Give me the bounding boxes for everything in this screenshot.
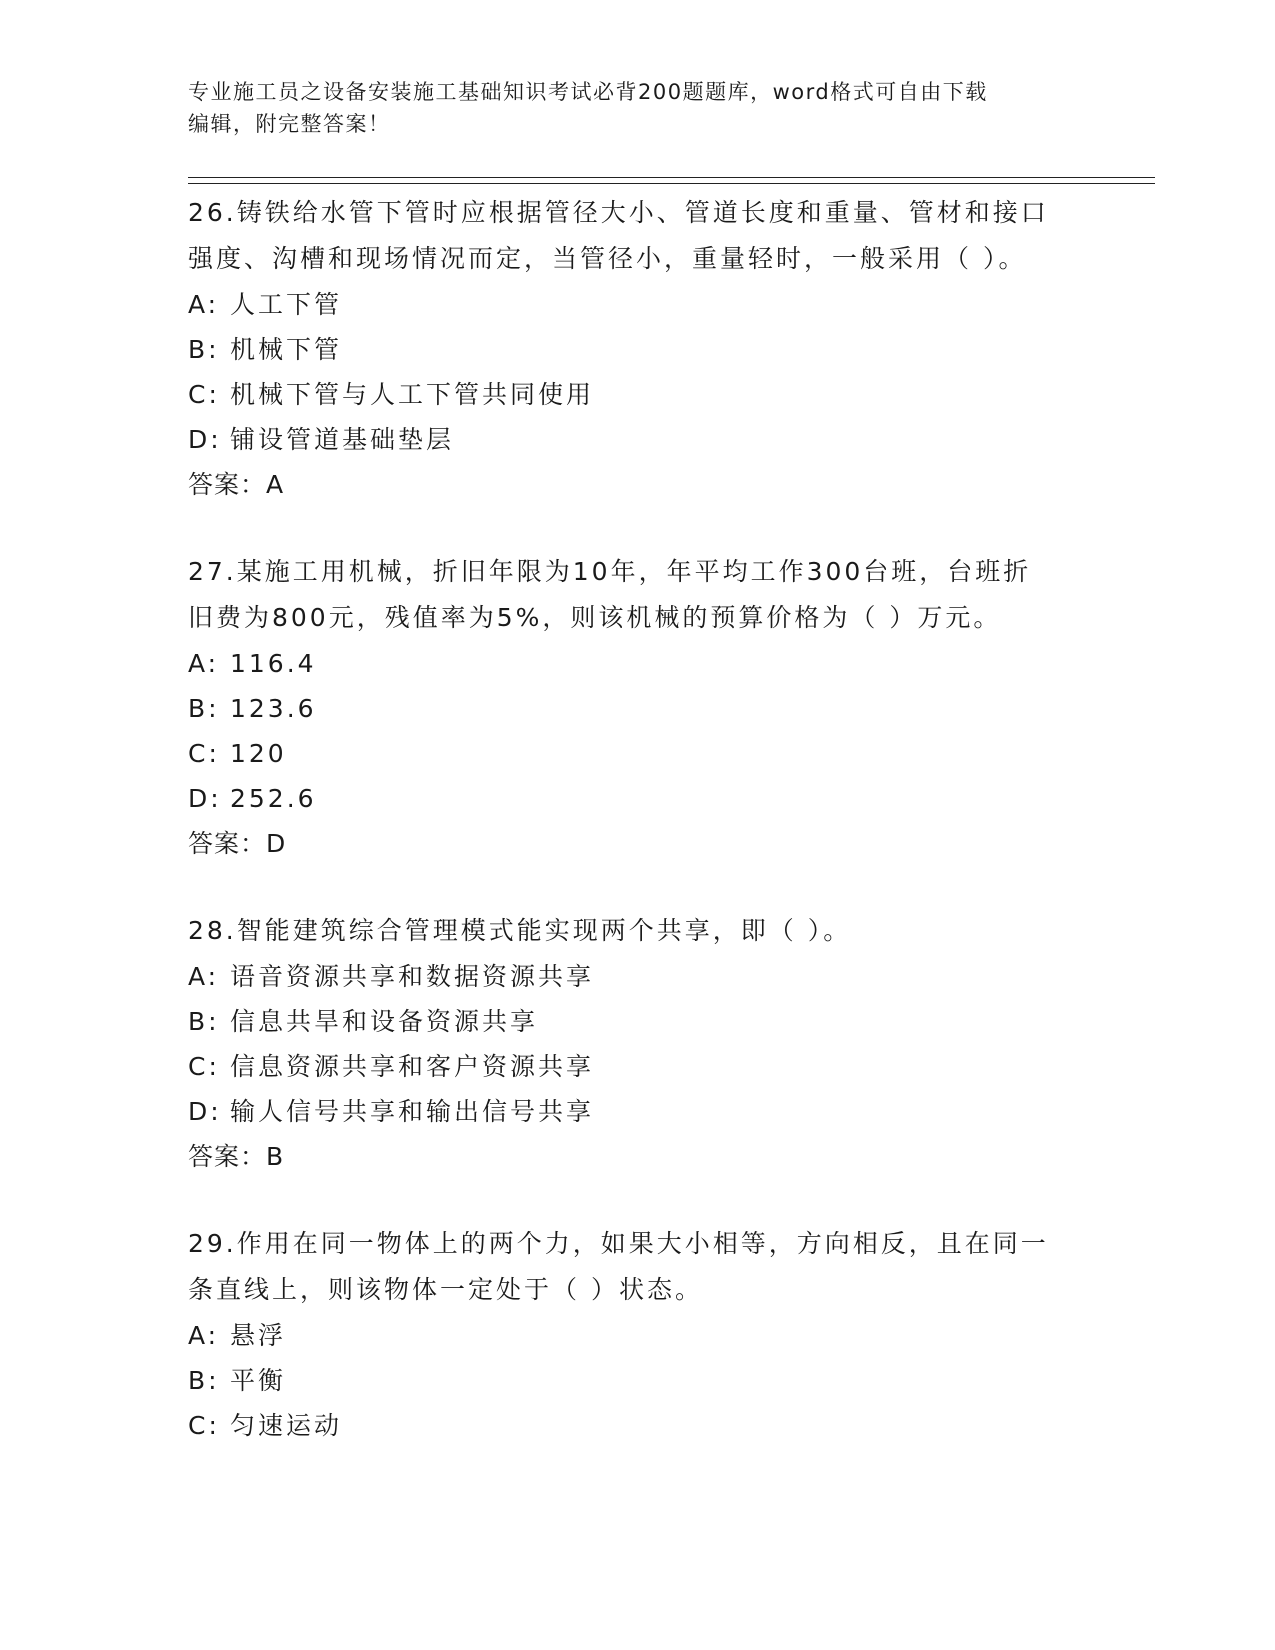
option-text: 信息资源共享和客户资源共享 <box>230 1052 595 1081</box>
answer-line: 答案：D <box>188 829 287 858</box>
option-key: B: <box>188 1366 220 1395</box>
header-divider-top <box>188 177 1155 178</box>
question-stem-line: 29.作用在同一物体上的两个力，如果大小相等，方向相反，且在同一 <box>188 1229 1049 1258</box>
option-c <box>188 731 1088 776</box>
option-text: 人工下管 <box>230 290 343 319</box>
question-stem <box>188 190 1088 282</box>
document-header <box>188 76 1088 140</box>
header-line-1: 专业施工员之设备安装施工基础知识考试必背200题题库，word格式可自由下载 <box>188 80 988 104</box>
question-stem-line: 旧费为800元，残值率为5%，则该机械的预算价格为（ ）万元。 <box>188 603 1002 632</box>
answer-line: 答案：B <box>188 1142 285 1171</box>
option-d <box>188 417 1088 462</box>
option-key: A: <box>188 290 220 319</box>
option-text: 输人信号共享和输出信号共享 <box>230 1097 595 1126</box>
option-b <box>188 999 1088 1044</box>
option-d <box>188 1089 1088 1134</box>
question-stem <box>188 908 1088 954</box>
option-text: 120 <box>230 739 287 768</box>
question-stem <box>188 1221 1088 1313</box>
option-key: C: <box>188 1052 220 1081</box>
option-key: A: <box>188 649 220 678</box>
option-d <box>188 776 1088 821</box>
option-b <box>188 327 1088 372</box>
option-text: 机械下管 <box>230 335 343 364</box>
question-28 <box>188 908 1088 1179</box>
question-29 <box>188 1221 1088 1448</box>
question-27 <box>188 549 1088 866</box>
option-text: 123.6 <box>230 694 317 723</box>
option-key: C: <box>188 380 220 409</box>
header-line-2: 编辑，附完整答案！ <box>188 112 391 136</box>
option-key: A: <box>188 962 220 991</box>
question-list <box>188 190 1088 1490</box>
option-key: C: <box>188 1411 220 1440</box>
option-key: B: <box>188 335 220 364</box>
option-key: D: <box>188 1097 222 1126</box>
option-key: D: <box>188 784 222 813</box>
option-b <box>188 1358 1088 1403</box>
option-a <box>188 641 1088 686</box>
question-stem-line: 条直线上，则该物体一定处于（ ）状态。 <box>188 1275 703 1304</box>
header-divider-bottom <box>188 183 1155 184</box>
option-key: A: <box>188 1321 220 1350</box>
option-c <box>188 1403 1088 1448</box>
option-text: 252.6 <box>230 784 317 813</box>
option-key: B: <box>188 694 220 723</box>
question-26 <box>188 190 1088 507</box>
option-text: 116.4 <box>230 649 317 678</box>
option-a <box>188 954 1088 999</box>
answer-line: 答案：A <box>188 470 285 499</box>
option-text: 机械下管与人工下管共同使用 <box>230 380 595 409</box>
option-key: D: <box>188 425 222 454</box>
option-text: 铺设管道基础垫层 <box>230 425 455 454</box>
question-stem-line: 强度、沟槽和现场情况而定，当管径小，重量轻时，一般采用（ ）。 <box>188 244 1027 273</box>
option-b <box>188 686 1088 731</box>
option-text: 信息共旱和设备资源共享 <box>230 1007 539 1036</box>
option-a <box>188 282 1088 327</box>
option-text: 平衡 <box>230 1366 287 1395</box>
option-c <box>188 1044 1088 1089</box>
question-stem-line: 26.铸铁给水管下管时应根据管径大小、管道长度和重量、管材和接口 <box>188 198 1049 227</box>
option-key: B: <box>188 1007 220 1036</box>
option-key: C: <box>188 739 220 768</box>
option-text: 匀速运动 <box>230 1411 343 1440</box>
option-text: 语音资源共享和数据资源共享 <box>230 962 595 991</box>
option-c <box>188 372 1088 417</box>
option-a <box>188 1313 1088 1358</box>
option-text: 悬浮 <box>230 1321 287 1350</box>
question-stem <box>188 549 1088 641</box>
question-stem-line: 27.某施工用机械，折旧年限为10年，年平均工作300台班，台班折 <box>188 557 1032 586</box>
question-stem-line: 28.智能建筑综合管理模式能实现两个共享，即（ ）。 <box>188 916 852 945</box>
